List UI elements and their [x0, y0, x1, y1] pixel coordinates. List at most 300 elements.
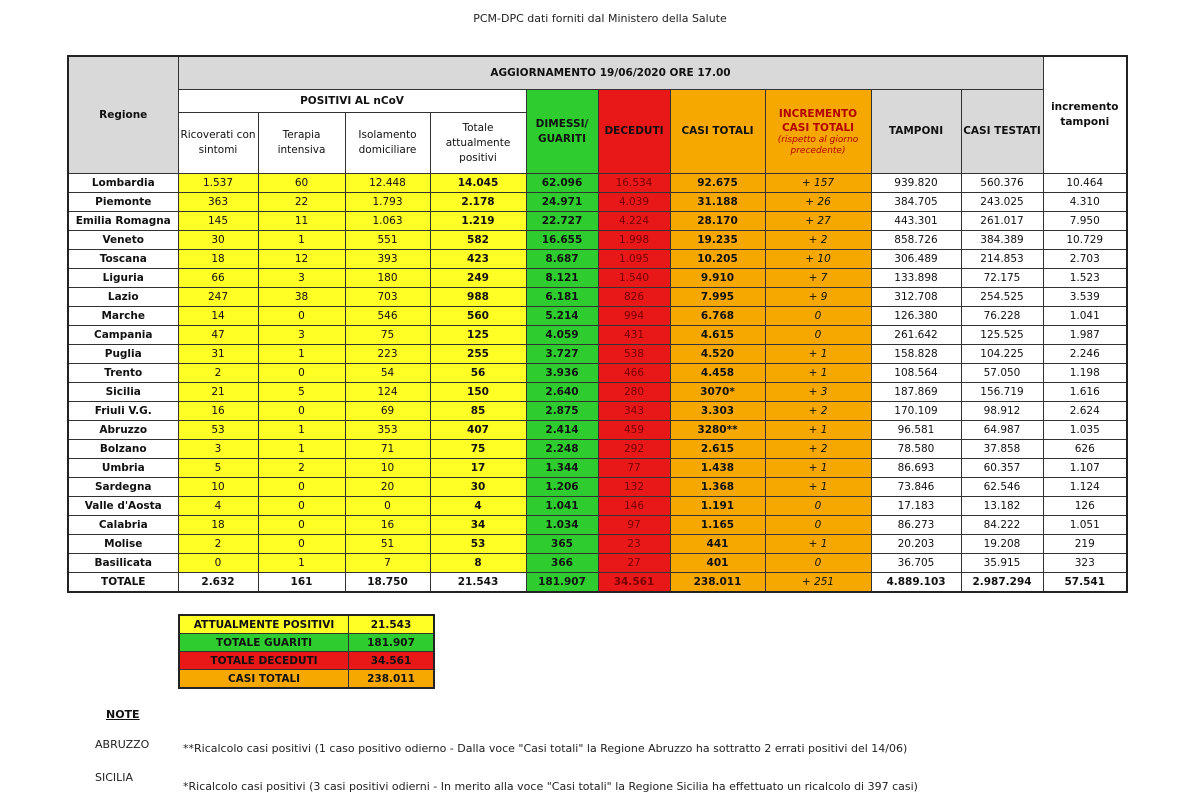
cell-incr-tamponi: 3.539: [1043, 288, 1127, 307]
cell-totale-positivi: 34: [430, 516, 526, 535]
cell-incremento: 0: [765, 554, 871, 573]
cell-incremento: + 1: [765, 345, 871, 364]
cell-terapia: 0: [258, 364, 345, 383]
cell-ricoverati: 5: [178, 459, 258, 478]
summary-positivi-label: ATTUALMENTE POSITIVI: [179, 615, 349, 634]
cell-tamponi: 158.828: [871, 345, 961, 364]
cell-casi-totali: 3.303: [670, 402, 765, 421]
cell-terapia: 38: [258, 288, 345, 307]
cell-casi-testati: 254.525: [961, 288, 1043, 307]
cell-terapia: 0: [258, 307, 345, 326]
cell-casi-totali: 1.368: [670, 478, 765, 497]
cell-isolamento: 20: [345, 478, 430, 497]
cell-incremento: 0: [765, 307, 871, 326]
table-row: [68, 231, 1127, 250]
cell-terapia: 1: [258, 421, 345, 440]
cell-isolamento: 180: [345, 269, 430, 288]
summary-casi-value: 238.011: [349, 670, 435, 689]
cell-incr-tamponi: 1.051: [1043, 516, 1127, 535]
cell-incremento: 0: [765, 516, 871, 535]
note-abruzzo-text: **Ricalcolo casi positivi (1 caso positivo odierno - Dalla voce "Casi totali" la Regione Abruzzo ha sottratto 2 errati positivi del 14/06): [183, 742, 908, 755]
cell-isolamento: 54: [345, 364, 430, 383]
table-row: [68, 383, 1127, 402]
header-dimessi: DIMESSI/ GUARITI: [526, 90, 598, 174]
cell-totale-positivi: 255: [430, 345, 526, 364]
cell-dimessi: 1.034: [526, 516, 598, 535]
cell-tamponi: 133.898: [871, 269, 961, 288]
cell-dimessi: 1.344: [526, 459, 598, 478]
cell-regione: Puglia: [68, 345, 178, 364]
total-dimessi: 181.907: [526, 573, 598, 593]
cell-ricoverati: 0: [178, 554, 258, 573]
cell-ricoverati: 30: [178, 231, 258, 250]
table-row: [68, 288, 1127, 307]
cell-deceduti: 1.540: [598, 269, 670, 288]
cell-dimessi: 62.096: [526, 174, 598, 193]
header-deceduti: DECEDUTI: [598, 90, 670, 174]
cell-totale-positivi: 14.045: [430, 174, 526, 193]
cell-casi-testati: 37.858: [961, 440, 1043, 459]
note-sicilia-text: *Ricalcolo casi positivi (3 casi positivi odierni - In merito alla voce "Casi totali" la Regione Sicilia ha effettuato un ricalcolo di 397 casi): [183, 780, 918, 793]
summary-guariti-value: 181.907: [349, 634, 435, 652]
cell-regione: Valle d'Aosta: [68, 497, 178, 516]
cell-totale-positivi: 423: [430, 250, 526, 269]
cell-terapia: 0: [258, 535, 345, 554]
cell-dimessi: 5.214: [526, 307, 598, 326]
cell-terapia: 2: [258, 459, 345, 478]
cell-regione: Veneto: [68, 231, 178, 250]
cell-incr-tamponi: 4.310: [1043, 193, 1127, 212]
cell-incr-tamponi: 7.950: [1043, 212, 1127, 231]
cell-dimessi: 8.687: [526, 250, 598, 269]
cell-isolamento: 51: [345, 535, 430, 554]
cell-isolamento: 16: [345, 516, 430, 535]
header-update: AGGIORNAMENTO 19/06/2020 ORE 17.00: [178, 56, 1043, 90]
cell-incr-tamponi: 2.624: [1043, 402, 1127, 421]
cell-dimessi: 22.727: [526, 212, 598, 231]
cell-isolamento: 0: [345, 497, 430, 516]
table-row: [68, 250, 1127, 269]
cell-casi-testati: 72.175: [961, 269, 1043, 288]
cell-ricoverati: 47: [178, 326, 258, 345]
summary-casi-label: CASI TOTALI: [179, 670, 349, 689]
cell-casi-testati: 13.182: [961, 497, 1043, 516]
cell-deceduti: 23: [598, 535, 670, 554]
cell-regione: Bolzano: [68, 440, 178, 459]
cell-isolamento: 1.793: [345, 193, 430, 212]
cell-ricoverati: 2: [178, 364, 258, 383]
cell-regione: Campania: [68, 326, 178, 345]
cell-totale-positivi: 560: [430, 307, 526, 326]
cell-isolamento: 353: [345, 421, 430, 440]
cell-dimessi: 365: [526, 535, 598, 554]
cell-dimessi: 8.121: [526, 269, 598, 288]
cell-tamponi: 17.183: [871, 497, 961, 516]
cell-deceduti: 77: [598, 459, 670, 478]
header-casi-totali: CASI TOTALI: [670, 90, 765, 174]
cell-casi-totali: 1.191: [670, 497, 765, 516]
cell-tamponi: 261.642: [871, 326, 961, 345]
cell-incremento: + 1: [765, 459, 871, 478]
cell-deceduti: 292: [598, 440, 670, 459]
cell-incr-tamponi: 219: [1043, 535, 1127, 554]
cell-tamponi: 939.820: [871, 174, 961, 193]
table-row: [68, 440, 1127, 459]
cell-casi-testati: 57.050: [961, 364, 1043, 383]
total-incr-tamponi: 57.541: [1043, 573, 1127, 593]
cell-casi-testati: 261.017: [961, 212, 1043, 231]
cell-ricoverati: 247: [178, 288, 258, 307]
cell-totale-positivi: 75: [430, 440, 526, 459]
cell-incr-tamponi: 1.523: [1043, 269, 1127, 288]
cell-deceduti: 27: [598, 554, 670, 573]
cell-incr-tamponi: 1.987: [1043, 326, 1127, 345]
summary-deceduti-value: 34.561: [349, 652, 435, 670]
cell-tamponi: 36.705: [871, 554, 961, 573]
cell-dimessi: 6.181: [526, 288, 598, 307]
summary-positivi-value: 21.543: [349, 615, 435, 634]
header-incremento-label: INCREMENTO CASI TOTALI: [778, 107, 858, 134]
cell-regione: Lazio: [68, 288, 178, 307]
cell-incr-tamponi: 1.616: [1043, 383, 1127, 402]
cell-isolamento: 1.063: [345, 212, 430, 231]
cell-casi-totali: 401: [670, 554, 765, 573]
header-incremento-note: (rispetto al giorno precedente): [777, 134, 859, 156]
table-row: [68, 307, 1127, 326]
cell-dimessi: 16.655: [526, 231, 598, 250]
cell-deceduti: 431: [598, 326, 670, 345]
total-row: [68, 573, 1127, 593]
cell-incr-tamponi: 1.124: [1043, 478, 1127, 497]
cell-incremento: + 3: [765, 383, 871, 402]
cell-terapia: 60: [258, 174, 345, 193]
total-casi-totali: 238.011: [670, 573, 765, 593]
cell-casi-totali: 9.910: [670, 269, 765, 288]
cell-ricoverati: 31: [178, 345, 258, 364]
header-incremento: [765, 90, 871, 174]
table-row: [68, 516, 1127, 535]
cell-isolamento: 223: [345, 345, 430, 364]
table-row: [68, 345, 1127, 364]
cell-terapia: 1: [258, 231, 345, 250]
cell-regione: Marche: [68, 307, 178, 326]
cell-regione: Calabria: [68, 516, 178, 535]
cell-regione: Liguria: [68, 269, 178, 288]
cell-dimessi: 3.936: [526, 364, 598, 383]
cell-incremento: + 27: [765, 212, 871, 231]
cell-casi-totali: 4.520: [670, 345, 765, 364]
cell-dimessi: 2.414: [526, 421, 598, 440]
cell-incremento: + 2: [765, 402, 871, 421]
cell-dimessi: 3.727: [526, 345, 598, 364]
total-ricoverati: 2.632: [178, 573, 258, 593]
cell-regione: Trento: [68, 364, 178, 383]
cell-regione: Abruzzo: [68, 421, 178, 440]
cell-deceduti: 1.998: [598, 231, 670, 250]
cell-regione: Friuli V.G.: [68, 402, 178, 421]
cell-incremento: + 2: [765, 440, 871, 459]
cell-ricoverati: 53: [178, 421, 258, 440]
cell-isolamento: 124: [345, 383, 430, 402]
cell-deceduti: 97: [598, 516, 670, 535]
cell-totale-positivi: 150: [430, 383, 526, 402]
cell-totale-positivi: 4: [430, 497, 526, 516]
table-row: [68, 497, 1127, 516]
cell-tamponi: 96.581: [871, 421, 961, 440]
cell-deceduti: 1.095: [598, 250, 670, 269]
cell-incremento: + 9: [765, 288, 871, 307]
cell-terapia: 0: [258, 516, 345, 535]
table-row: [68, 402, 1127, 421]
cell-totale-positivi: 125: [430, 326, 526, 345]
cell-totale-positivi: 85: [430, 402, 526, 421]
table-row: [68, 269, 1127, 288]
cell-totale-positivi: 53: [430, 535, 526, 554]
cell-incr-tamponi: 1.041: [1043, 307, 1127, 326]
cell-totale-positivi: 30: [430, 478, 526, 497]
cell-casi-totali: 31.188: [670, 193, 765, 212]
cell-incr-tamponi: 323: [1043, 554, 1127, 573]
cell-incr-tamponi: 1.107: [1043, 459, 1127, 478]
cell-totale-positivi: 407: [430, 421, 526, 440]
cell-tamponi: 86.273: [871, 516, 961, 535]
cell-terapia: 0: [258, 402, 345, 421]
cell-casi-testati: 156.719: [961, 383, 1043, 402]
cell-deceduti: 466: [598, 364, 670, 383]
cell-totale-positivi: 8: [430, 554, 526, 573]
cell-casi-totali: 441: [670, 535, 765, 554]
cell-deceduti: 459: [598, 421, 670, 440]
cell-terapia: 0: [258, 478, 345, 497]
cell-casi-testati: 35.915: [961, 554, 1043, 573]
cell-ricoverati: 18: [178, 516, 258, 535]
cell-isolamento: 551: [345, 231, 430, 250]
cell-incremento: + 26: [765, 193, 871, 212]
source-caption: PCM-DPC dati forniti dal Ministero della Salute: [473, 12, 727, 25]
cell-terapia: 12: [258, 250, 345, 269]
header-totale-positivi: Totale attualmente positivi: [430, 113, 526, 174]
total-isolamento: 18.750: [345, 573, 430, 593]
cell-casi-testati: 76.228: [961, 307, 1043, 326]
cell-tamponi: 187.869: [871, 383, 961, 402]
cell-isolamento: 546: [345, 307, 430, 326]
cell-casi-testati: 60.357: [961, 459, 1043, 478]
cell-isolamento: 7: [345, 554, 430, 573]
cell-casi-totali: 4.458: [670, 364, 765, 383]
cell-terapia: 0: [258, 497, 345, 516]
header-ricoverati: Ricoverati con sintomi: [178, 113, 258, 174]
cell-ricoverati: 2: [178, 535, 258, 554]
cell-incremento: + 10: [765, 250, 871, 269]
cell-ricoverati: 21: [178, 383, 258, 402]
summary-table: [178, 614, 435, 689]
cell-totale-positivi: 17: [430, 459, 526, 478]
total-tamponi: 4.889.103: [871, 573, 961, 593]
cell-tamponi: 170.109: [871, 402, 961, 421]
cell-casi-totali: 3280**: [670, 421, 765, 440]
cell-casi-testati: 243.025: [961, 193, 1043, 212]
cell-incremento: + 1: [765, 421, 871, 440]
cell-casi-totali: 19.235: [670, 231, 765, 250]
header-isolamento: Isolamento domiciliare: [345, 113, 430, 174]
header-incr-tamponi: incremento tamponi: [1043, 56, 1127, 174]
summary-guariti-label: TOTALE GUARITI: [179, 634, 349, 652]
cell-casi-totali: 92.675: [670, 174, 765, 193]
cell-regione: Lombardia: [68, 174, 178, 193]
cell-ricoverati: 10: [178, 478, 258, 497]
cell-incremento: + 1: [765, 364, 871, 383]
cell-incremento: 0: [765, 497, 871, 516]
cell-incremento: 0: [765, 326, 871, 345]
cell-incremento: + 157: [765, 174, 871, 193]
cell-totale-positivi: 582: [430, 231, 526, 250]
table-row: [68, 421, 1127, 440]
cell-dimessi: 2.640: [526, 383, 598, 402]
cell-deceduti: 280: [598, 383, 670, 402]
cell-ricoverati: 14: [178, 307, 258, 326]
cell-incremento: + 1: [765, 478, 871, 497]
cell-tamponi: 312.708: [871, 288, 961, 307]
table-row: [68, 212, 1127, 231]
cell-isolamento: 71: [345, 440, 430, 459]
header-tamponi: TAMPONI: [871, 90, 961, 174]
total-incremento: + 251: [765, 573, 871, 593]
table-row: [68, 326, 1127, 345]
cell-terapia: 22: [258, 193, 345, 212]
cell-totale-positivi: 2.178: [430, 193, 526, 212]
cell-casi-totali: 1.438: [670, 459, 765, 478]
cell-casi-testati: 19.208: [961, 535, 1043, 554]
cell-tamponi: 126.380: [871, 307, 961, 326]
summary-deceduti-label: TOTALE DECEDUTI: [179, 652, 349, 670]
cell-regione: Molise: [68, 535, 178, 554]
regional-data-table: [67, 55, 1128, 593]
cell-isolamento: 12.448: [345, 174, 430, 193]
cell-casi-totali: 2.615: [670, 440, 765, 459]
cell-tamponi: 78.580: [871, 440, 961, 459]
total-deceduti: 34.561: [598, 573, 670, 593]
cell-incremento: + 7: [765, 269, 871, 288]
cell-isolamento: 69: [345, 402, 430, 421]
table-row: [68, 535, 1127, 554]
cell-ricoverati: 4: [178, 497, 258, 516]
cell-casi-totali: 6.768: [670, 307, 765, 326]
cell-isolamento: 10: [345, 459, 430, 478]
cell-totale-positivi: 1.219: [430, 212, 526, 231]
cell-casi-testati: 84.222: [961, 516, 1043, 535]
cell-regione: Umbria: [68, 459, 178, 478]
cell-terapia: 3: [258, 269, 345, 288]
cell-casi-testati: 62.546: [961, 478, 1043, 497]
cell-incremento: + 2: [765, 231, 871, 250]
cell-totale-positivi: 249: [430, 269, 526, 288]
cell-ricoverati: 1.537: [178, 174, 258, 193]
cell-deceduti: 826: [598, 288, 670, 307]
cell-incr-tamponi: 626: [1043, 440, 1127, 459]
cell-regione: Sicilia: [68, 383, 178, 402]
cell-deceduti: 343: [598, 402, 670, 421]
cell-deceduti: 4.039: [598, 193, 670, 212]
cell-deceduti: 994: [598, 307, 670, 326]
cell-tamponi: 86.693: [871, 459, 961, 478]
cell-regione: Basilicata: [68, 554, 178, 573]
cell-ricoverati: 363: [178, 193, 258, 212]
cell-regione: Sardegna: [68, 478, 178, 497]
cell-casi-testati: 64.987: [961, 421, 1043, 440]
cell-deceduti: 16.534: [598, 174, 670, 193]
cell-casi-totali: 3070*: [670, 383, 765, 402]
total-terapia: 161: [258, 573, 345, 593]
cell-dimessi: 1.041: [526, 497, 598, 516]
cell-deceduti: 538: [598, 345, 670, 364]
cell-isolamento: 393: [345, 250, 430, 269]
cell-casi-testati: 104.225: [961, 345, 1043, 364]
cell-deceduti: 146: [598, 497, 670, 516]
cell-tamponi: 443.301: [871, 212, 961, 231]
cell-tamponi: 73.846: [871, 478, 961, 497]
header-terapia: Terapia intensiva: [258, 113, 345, 174]
cell-totale-positivi: 988: [430, 288, 526, 307]
cell-terapia: 11: [258, 212, 345, 231]
cell-ricoverati: 18: [178, 250, 258, 269]
cell-terapia: 3: [258, 326, 345, 345]
cell-incr-tamponi: 10.464: [1043, 174, 1127, 193]
total-totale-positivi: 21.543: [430, 573, 526, 593]
cell-incr-tamponi: 1.198: [1043, 364, 1127, 383]
cell-deceduti: 132: [598, 478, 670, 497]
cell-casi-totali: 10.205: [670, 250, 765, 269]
cell-tamponi: 858.726: [871, 231, 961, 250]
cell-casi-totali: 28.170: [670, 212, 765, 231]
cell-tamponi: 306.489: [871, 250, 961, 269]
cell-incr-tamponi: 10.729: [1043, 231, 1127, 250]
table-row: [68, 364, 1127, 383]
cell-incr-tamponi: 126: [1043, 497, 1127, 516]
cell-incremento: + 1: [765, 535, 871, 554]
total-casi-testati: 2.987.294: [961, 573, 1043, 593]
table-row: [68, 554, 1127, 573]
cell-casi-testati: 125.525: [961, 326, 1043, 345]
cell-incr-tamponi: 2.246: [1043, 345, 1127, 364]
cell-regione: Toscana: [68, 250, 178, 269]
note-abruzzo-label: ABRUZZO: [95, 738, 150, 751]
cell-dimessi: 2.875: [526, 402, 598, 421]
cell-isolamento: 75: [345, 326, 430, 345]
notes-title: NOTE: [106, 708, 140, 721]
cell-terapia: 5: [258, 383, 345, 402]
cell-casi-testati: 214.853: [961, 250, 1043, 269]
cell-ricoverati: 3: [178, 440, 258, 459]
cell-ricoverati: 145: [178, 212, 258, 231]
cell-dimessi: 366: [526, 554, 598, 573]
cell-dimessi: 1.206: [526, 478, 598, 497]
cell-regione: Emilia Romagna: [68, 212, 178, 231]
cell-casi-totali: 4.615: [670, 326, 765, 345]
cell-deceduti: 4.224: [598, 212, 670, 231]
total-regione: TOTALE: [68, 573, 178, 593]
cell-terapia: 1: [258, 345, 345, 364]
table-row: [68, 478, 1127, 497]
cell-tamponi: 108.564: [871, 364, 961, 383]
cell-terapia: 1: [258, 554, 345, 573]
cell-dimessi: 2.248: [526, 440, 598, 459]
header-regione: Regione: [68, 56, 178, 174]
table-row: [68, 459, 1127, 478]
cell-casi-testati: 98.912: [961, 402, 1043, 421]
cell-incr-tamponi: 2.703: [1043, 250, 1127, 269]
cell-casi-totali: 7.995: [670, 288, 765, 307]
cell-casi-totali: 1.165: [670, 516, 765, 535]
